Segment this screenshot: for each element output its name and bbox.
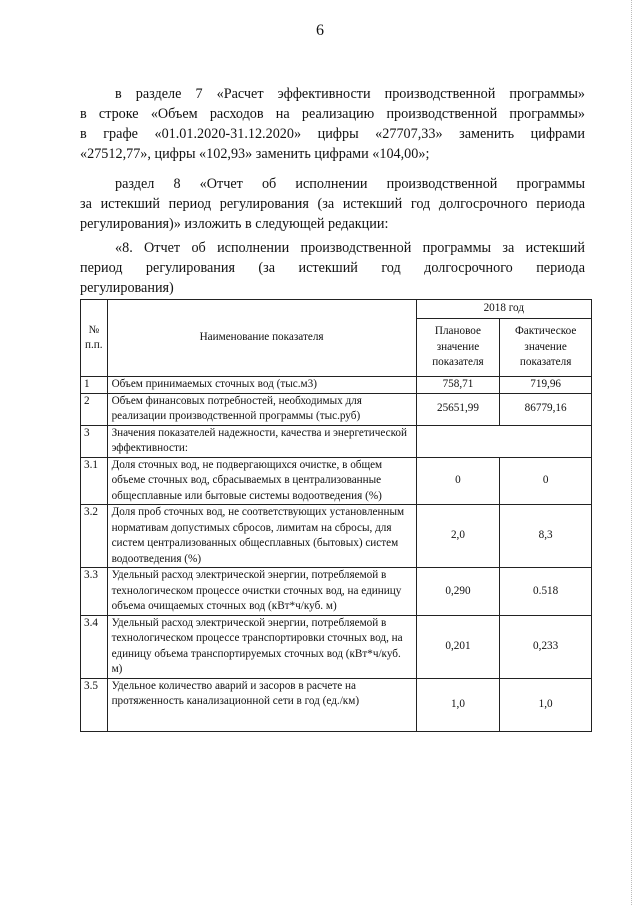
text-line: регулирования) [80,280,174,296]
table-row [81,457,592,505]
text-line: регулирования)» изложить в следующей редакции: [80,216,389,232]
row-actual: 719,96 [500,377,592,394]
table-row [81,615,592,678]
row-planned: 0 [416,457,500,505]
row-num: 3.4 [81,615,108,678]
row-name: Удельный расход электрической энергии, потребляемой в технологическом процессе транспортировки сточных вод, на единицу объема транспортируемых сточных вод (кВт*ч/куб. м) [107,615,416,678]
row-name: Значения показателей надежности, качества и энергетической эффективности: [107,425,416,457]
row-num: 2 [81,393,108,425]
row-num: 3.2 [81,505,108,568]
row-actual: 86779,16 [500,393,592,425]
text-line: в разделе 7 «Расчет эффективности производственной программы» [115,86,585,102]
row-planned: 25651,99 [416,393,500,425]
table-row [81,568,592,616]
row-name: Объем принимаемых сточных вод (тыс.м3) [107,377,416,394]
row-planned: 2,0 [416,505,500,568]
row-name: Удельный расход электрической энергии, потребляемой в технологическом процессе очистки сточных вод, на единицу объема очищаемых сточных вод (кВт*ч/куб. м) [107,568,416,616]
row-value-empty [416,425,591,457]
header-actual: Фактическое значение показателя [500,319,592,377]
row-name: Объем финансовых потребностей, необходимых для реализации производственной программы (тыс.руб) [107,393,416,425]
header-name: Наименование показателя [107,300,416,377]
row-actual: 1,0 [500,678,592,731]
row-actual: 8,3 [500,505,592,568]
row-actual: 0,233 [500,615,592,678]
row-planned: 0,290 [416,568,500,616]
row-num: 3 [81,425,108,457]
scan-edge [631,0,638,905]
table-row [81,678,592,731]
table-row [81,377,592,394]
table-row [81,505,592,568]
header-planned: Плановое значение показателя [416,319,500,377]
text-line: в строке «Объем расходов на реализацию производственной программы» [80,106,585,122]
row-num: 3.5 [81,678,108,731]
table-row [81,393,592,425]
paragraph-section-7 [80,84,585,164]
table-header-row [81,300,592,319]
row-name: Доля сточных вод, не подвергающихся очистке, в общем объеме сточных вод, сбрасываемых в централизованные общесплавные или бытовые системы водоотведения (%) [107,457,416,505]
row-num: 3.3 [81,568,108,616]
text-line: «27512,77», цифры «102,93» заменить цифрами «104,00»; [80,146,430,162]
row-planned: 0,201 [416,615,500,678]
text-line: за истекший период регулирования (за истекший год долгосрочного периода [80,196,585,212]
text-line: период регулирования (за истекший год долгосрочного периода [80,260,585,276]
row-num: 1 [81,377,108,394]
header-num: № п.п. [81,300,108,377]
text-line: раздел 8 «Отчет об исполнении производственной программы [115,176,585,192]
page-number: 6 [316,22,324,39]
text-line: «8. Отчет об исполнении производственной программы за истекший [115,240,585,256]
row-name: Доля проб сточных вод, не соответствующих установленным нормативам допустимых сбросов, лимитам на сбросы, для систем централизованных общесплавных (бытовых) систем водоотведения (%) [107,505,416,568]
row-name: Удельное количество аварий и засоров в расчете на протяженность канализационной сети в год (ед./км) [107,678,416,731]
row-planned: 1,0 [416,678,500,731]
report-table [80,299,592,732]
row-actual: 0 [500,457,592,505]
paragraph-section-8 [80,174,585,234]
row-actual: 0.518 [500,568,592,616]
paragraph-section-8-title [80,238,585,298]
text-line: в графе «01.01.2020-31.12.2020» цифры «27707,33» заменить цифрами [80,126,585,142]
table-row [81,425,592,457]
header-year: 2018 год [416,300,591,319]
row-num: 3.1 [81,457,108,505]
row-planned: 758,71 [416,377,500,394]
